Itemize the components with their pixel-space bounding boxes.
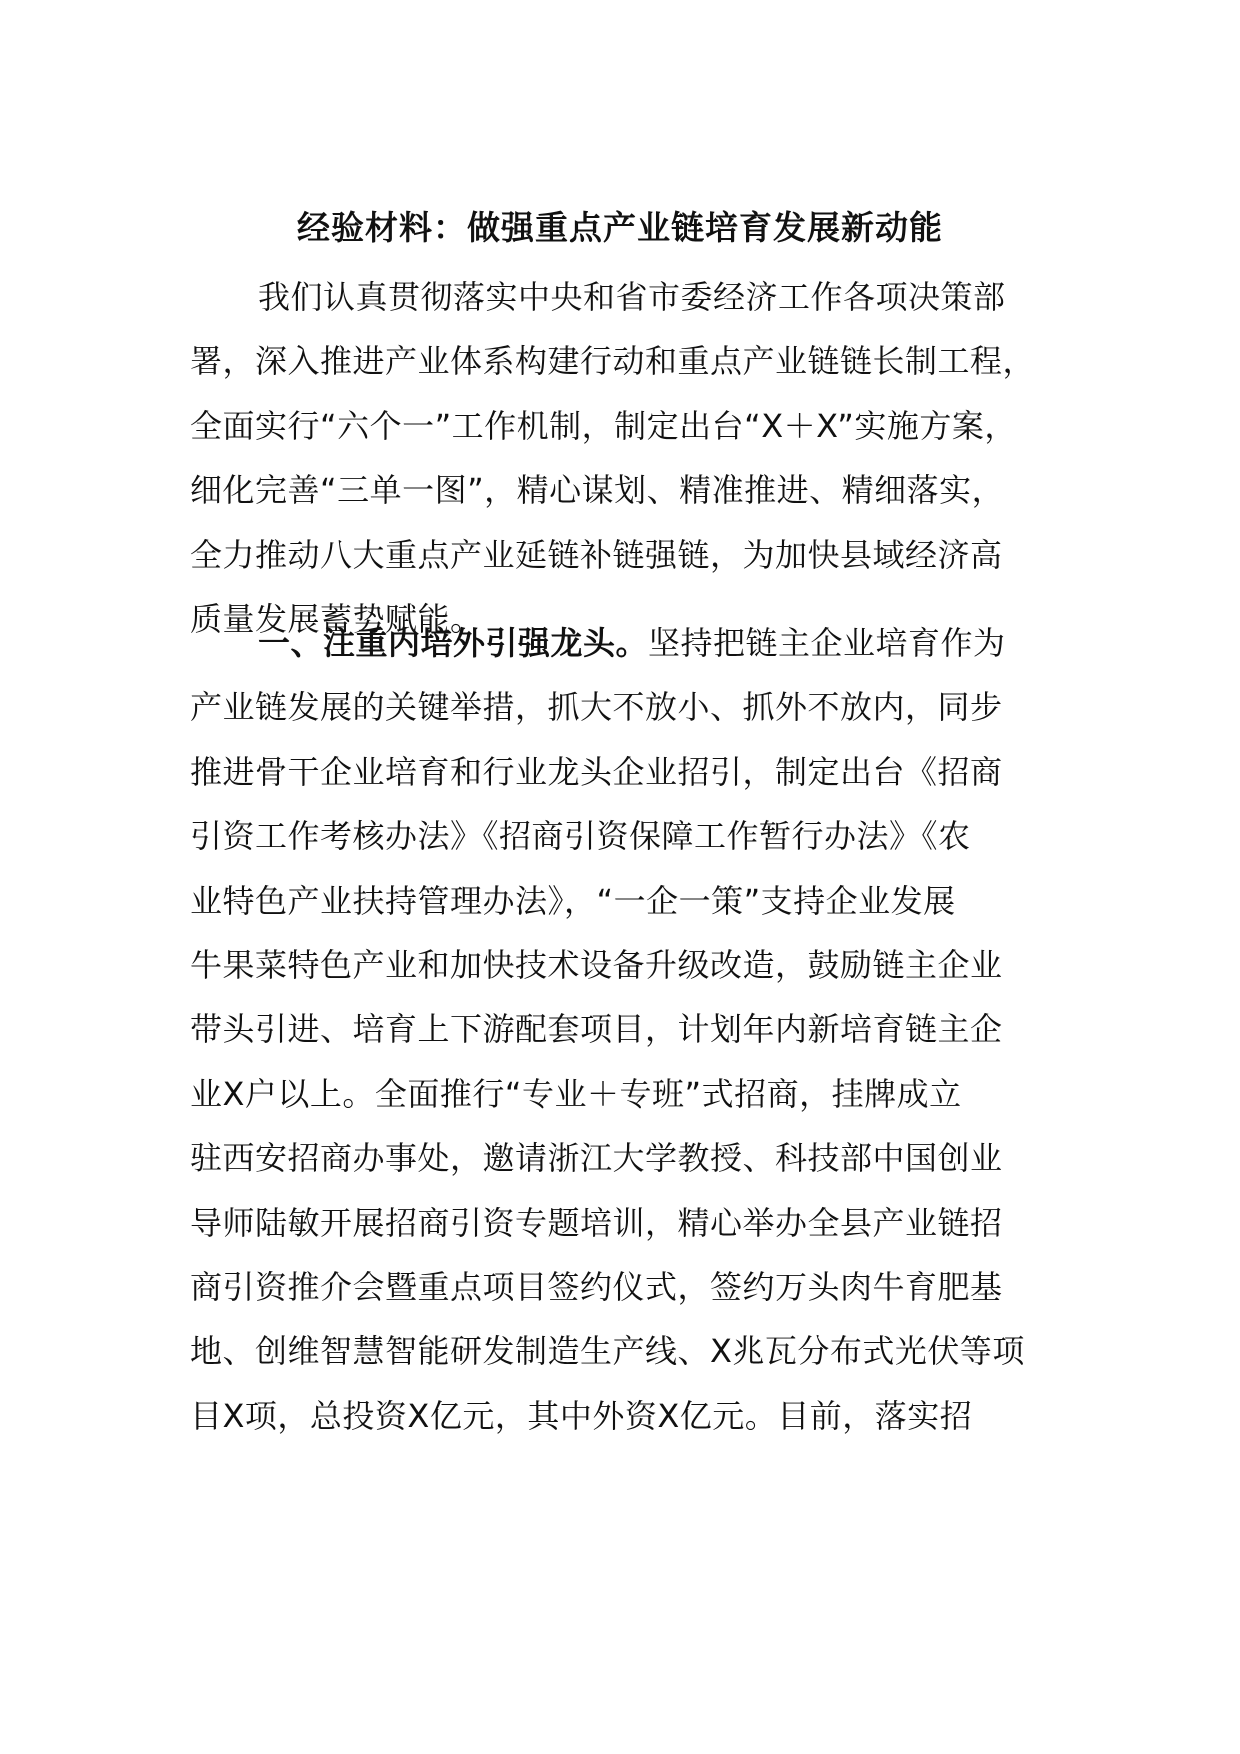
paragraph-line: 驻西安招商办事处，邀请浙江大学教授、科技部中国创业 — [190, 1139, 1003, 1178]
paragraph-line: 细化完善“三单一图”，精心谋划、精准推进、精细落实， — [190, 471, 1005, 510]
paragraph-line: 目X项，总投资X亿元，其中外资X亿元。目前，落实招 — [190, 1396, 973, 1435]
paragraph-1 — [190, 265, 1090, 651]
paragraph-line: 推进骨干企业培育和行业龙头企业招引，制定出台《招商 — [190, 752, 1003, 791]
paragraph-line: 质量发展蓄势赋能。 — [190, 599, 483, 638]
section-heading: 一、注重内培外引强龙头。 — [258, 624, 649, 662]
paragraph-line: 导师陆敏开展招商引资专题培训，精心举办全县产业链招 — [190, 1203, 1003, 1242]
paragraph-line: 我们认真贯彻落实中央和省市委经济工作各项决策部 — [258, 278, 1006, 316]
paragraph-line: 带头引进、培育上下游配套项目，计划年内新培育链主企 — [190, 1010, 1003, 1049]
paragraph-line: 牛果菜特色产业和加快技术设备升级改造，鼓励链主企业 — [190, 945, 1003, 984]
document-title: 经验材料：做强重点产业链培育发展新动能 — [297, 208, 943, 247]
paragraph-line: 业特色产业扶持管理办法》，“一企一策”支持企业发展 — [190, 881, 956, 920]
paragraph-line: 产业链发展的关键举措，抓大不放小、抓外不放内，同步 — [190, 688, 1003, 727]
paragraph-line: 署，深入推进产业体系构建行动和重点产业链链长制工程， — [190, 342, 1036, 381]
paragraph-line: 地、创维智慧智能研发制造生产线、X兆瓦分布式光伏等项 — [190, 1332, 1025, 1371]
paragraph-line-text: 坚持把链主企业培育作为 — [648, 624, 1006, 662]
paragraph-line: 商引资推介会暨重点项目签约仪式，签约万头肉牛育肥基 — [190, 1267, 1003, 1306]
paragraph-line: 全力推动八大重点产业延链补链强链，为加快县域经济高 — [190, 535, 1003, 574]
paragraph-line: 全面实行“六个一”工作机制，制定出台“X＋X”实施方案， — [190, 406, 1017, 445]
paragraph-first-line — [190, 611, 1090, 675]
paragraph-line: 业X户以上。全面推行“专业＋专班”式招商，挂牌成立 — [190, 1074, 962, 1113]
paragraph-2 — [190, 611, 1090, 1448]
paragraph-line: 引资工作考核办法》《招商引资保障工作暂行办法》《农 — [190, 817, 971, 856]
